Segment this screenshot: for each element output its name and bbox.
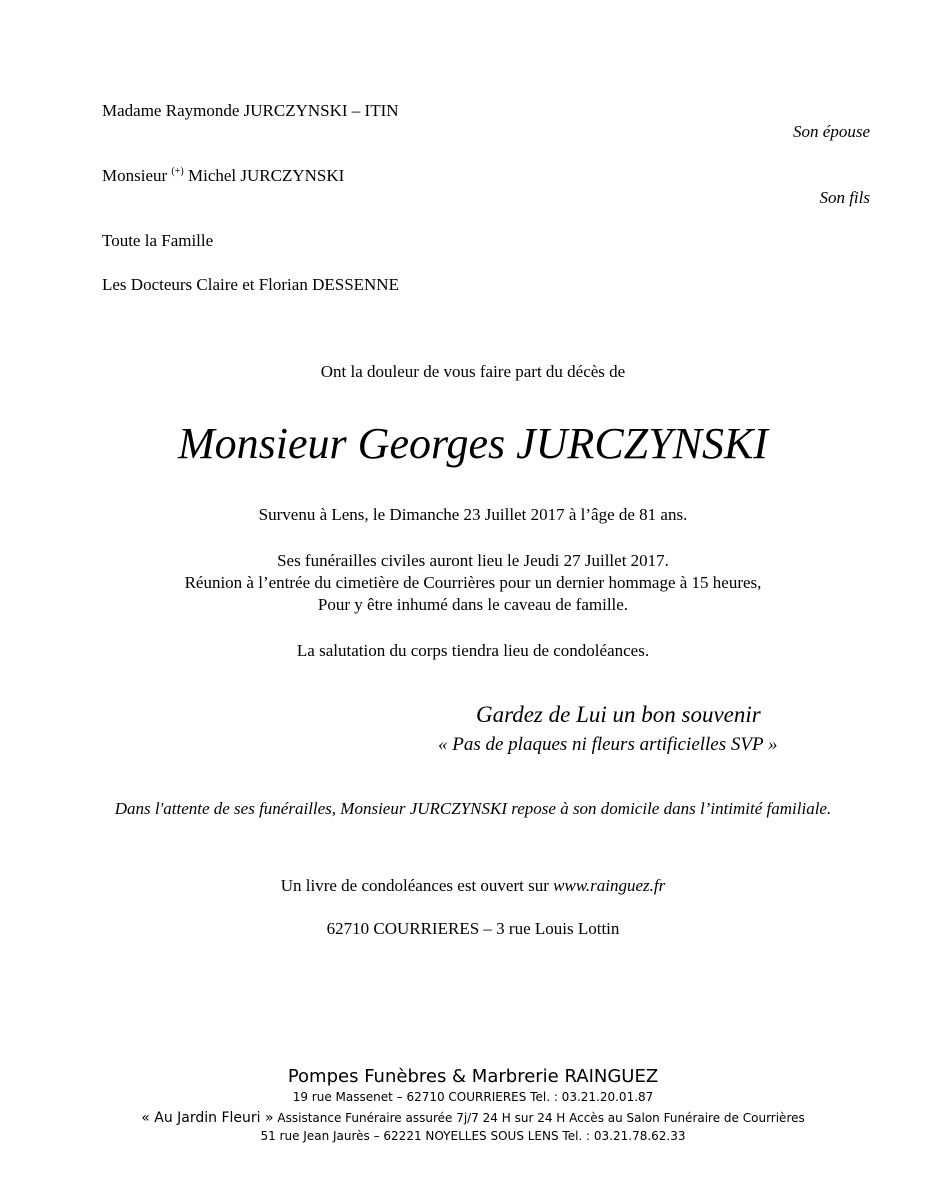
- condolence-book: [0, 876, 946, 896]
- website-link[interactable]: www.rainguez.fr: [553, 876, 666, 895]
- remembrance-line-1: Gardez de Lui un bon souvenir: [476, 702, 761, 727]
- condolences-note: La salutation du corps tiendra lieu de condoléances.: [296, 641, 650, 660]
- son-line: [102, 166, 344, 186]
- condolence-book-text: Un livre de condoléances est ouvert sur: [280, 876, 549, 895]
- family-others: Toute la Famille: [102, 231, 214, 250]
- remembrance-line-2: « Pas de plaques ni fleurs artificielles SVP »: [438, 734, 778, 755]
- funeral-line-2: Réunion à l’entrée du cimetière de Courrières pour un dernier hommage à 15 heures,: [184, 573, 762, 592]
- rest-notice: Dans l'attente de ses funérailles, Monsieur JURCZYNSKI repose à son domicile dans l’intimité familiale.: [114, 799, 832, 818]
- company-address-1: 19 rue Massenet – 62710 COURRIERES Tel. : 03.21.20.01.87: [292, 1090, 654, 1104]
- funeral-line-3: Pour y être inhumé dans le caveau de famille.: [317, 595, 629, 614]
- son-prefix: Monsieur: [102, 166, 168, 185]
- garden-name: « Au Jardin Fleuri »: [141, 1110, 274, 1126]
- son-relation: Son fils: [819, 188, 870, 207]
- announcement-intro: Ont la douleur de vous faire part du décès de: [320, 362, 626, 381]
- company-address-2: 51 rue Jean Jaurès – 62221 NOYELLES SOUS LENS Tel. : 03.21.78.62.33: [260, 1129, 686, 1143]
- wife-relation: Son épouse: [793, 122, 870, 141]
- death-info: Survenu à Lens, le Dimanche 23 Juillet 2017 à l’âge de 81 ans.: [258, 505, 688, 524]
- deceased-mark: (+): [171, 166, 184, 177]
- doctors: Les Docteurs Claire et Florian DESSENNE: [102, 275, 399, 294]
- company-name: Pompes Funèbres & Marbrerie RAINGUEZ: [287, 1066, 659, 1087]
- son-name: Michel JURCZYNSKI: [187, 166, 345, 185]
- deceased-name: Monsieur Georges JURCZYNSKI: [178, 419, 768, 468]
- funeral-line-1: Ses funérailles civiles auront lieu le Jeudi 27 Juillet 2017.: [277, 551, 669, 570]
- wife-name: Madame Raymonde JURCZYNSKI – ITIN: [102, 101, 399, 120]
- company-services-line: [0, 1110, 946, 1126]
- home-address: 62710 COURRIERES – 3 rue Louis Lottin: [326, 919, 620, 938]
- company-services: Assistance Funéraire assurée 7j/7 24 H sur 24 H Accès au Salon Funéraire de Courrières: [277, 1111, 805, 1125]
